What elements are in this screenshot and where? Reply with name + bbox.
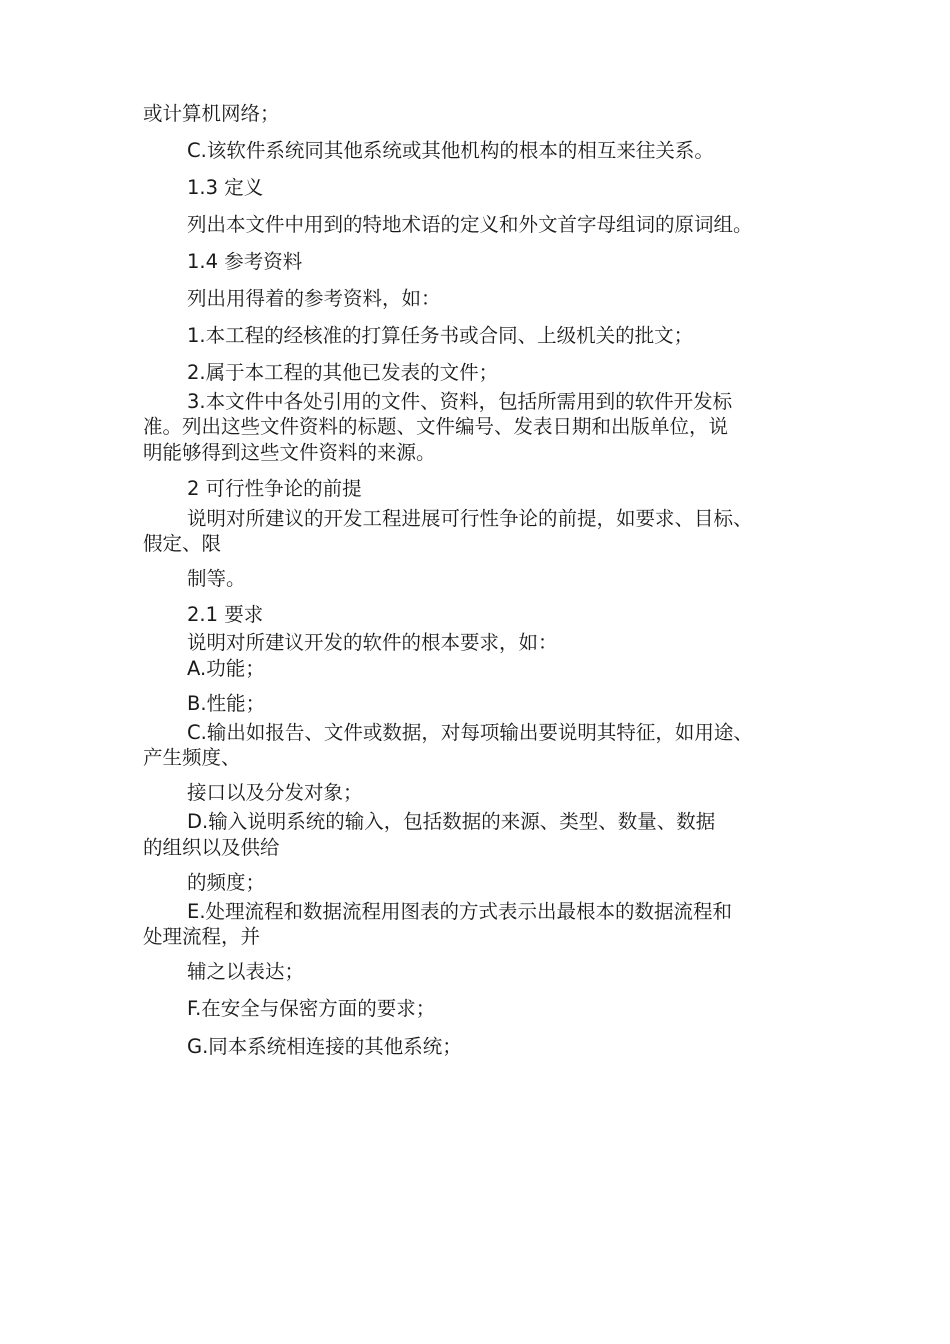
list-item: E.处理流程和数据流程用图表的方式表示出最根本的数据流程和 <box>187 900 733 923</box>
list-item: D.输入说明系统的输入，包括数据的来源、类型、数量、数据 <box>187 810 716 833</box>
section-heading: 1.3 定义 <box>187 176 264 199</box>
section-heading: 1.4 参考资料 <box>187 250 303 273</box>
list-item: G.同本系统相连接的其他系统； <box>187 1035 462 1058</box>
list-item: F.在安全与保密方面的要求； <box>187 997 436 1020</box>
text-line: 的组织以及供给 <box>143 836 280 859</box>
text-line: 明能够得到这些文件资料的来源。 <box>143 441 436 464</box>
text-line: 说明对所建议的开发工程进展可行性争论的前提，如要求、目标、 <box>187 507 753 530</box>
text-line: 或计算机网络； <box>143 102 280 125</box>
text-line: 产生频度、 <box>143 746 241 769</box>
list-item: B.性能； <box>187 692 266 715</box>
list-item: 1.本工程的经核准的打算任务书或合同、上级机关的批文； <box>187 324 694 347</box>
text-line: 准。列出这些文件资料的标题、文件编号、发表日期和出版单位，说 <box>143 415 729 438</box>
text-line: 辅之以表达； <box>187 960 305 983</box>
text-line: 列出本文件中用到的特地术语的定义和外文首字母组词的原词组。 <box>187 213 753 236</box>
section-heading: 2.1 要求 <box>187 603 264 626</box>
text-line: 的频度； <box>187 871 266 894</box>
text-line: 制等。 <box>187 567 246 590</box>
list-item: 3.本文件中各处引用的文件、资料，包括所需用到的软件开发标 <box>187 390 733 413</box>
text-line: 说明对所建议开发的软件的根本要求，如： <box>187 631 558 654</box>
list-item: C.输出如报告、文件或数据，对每项输出要说明其特征，如用途、 <box>187 721 753 744</box>
text-line: 假定、限 <box>143 532 222 555</box>
text-line: 处理流程，并 <box>143 925 261 948</box>
list-item: A.功能； <box>187 657 265 680</box>
text-line: 列出用得着的参考资料，如： <box>187 287 441 310</box>
list-item: 2.属于本工程的其他已发表的文件； <box>187 361 499 384</box>
section-heading: 2 可行性争论的前提 <box>187 477 362 500</box>
text-line: C.该软件系统同其他系统或其他机构的根本的相互来往关系。 <box>187 139 714 162</box>
text-line: 接口以及分发对象； <box>187 781 363 804</box>
